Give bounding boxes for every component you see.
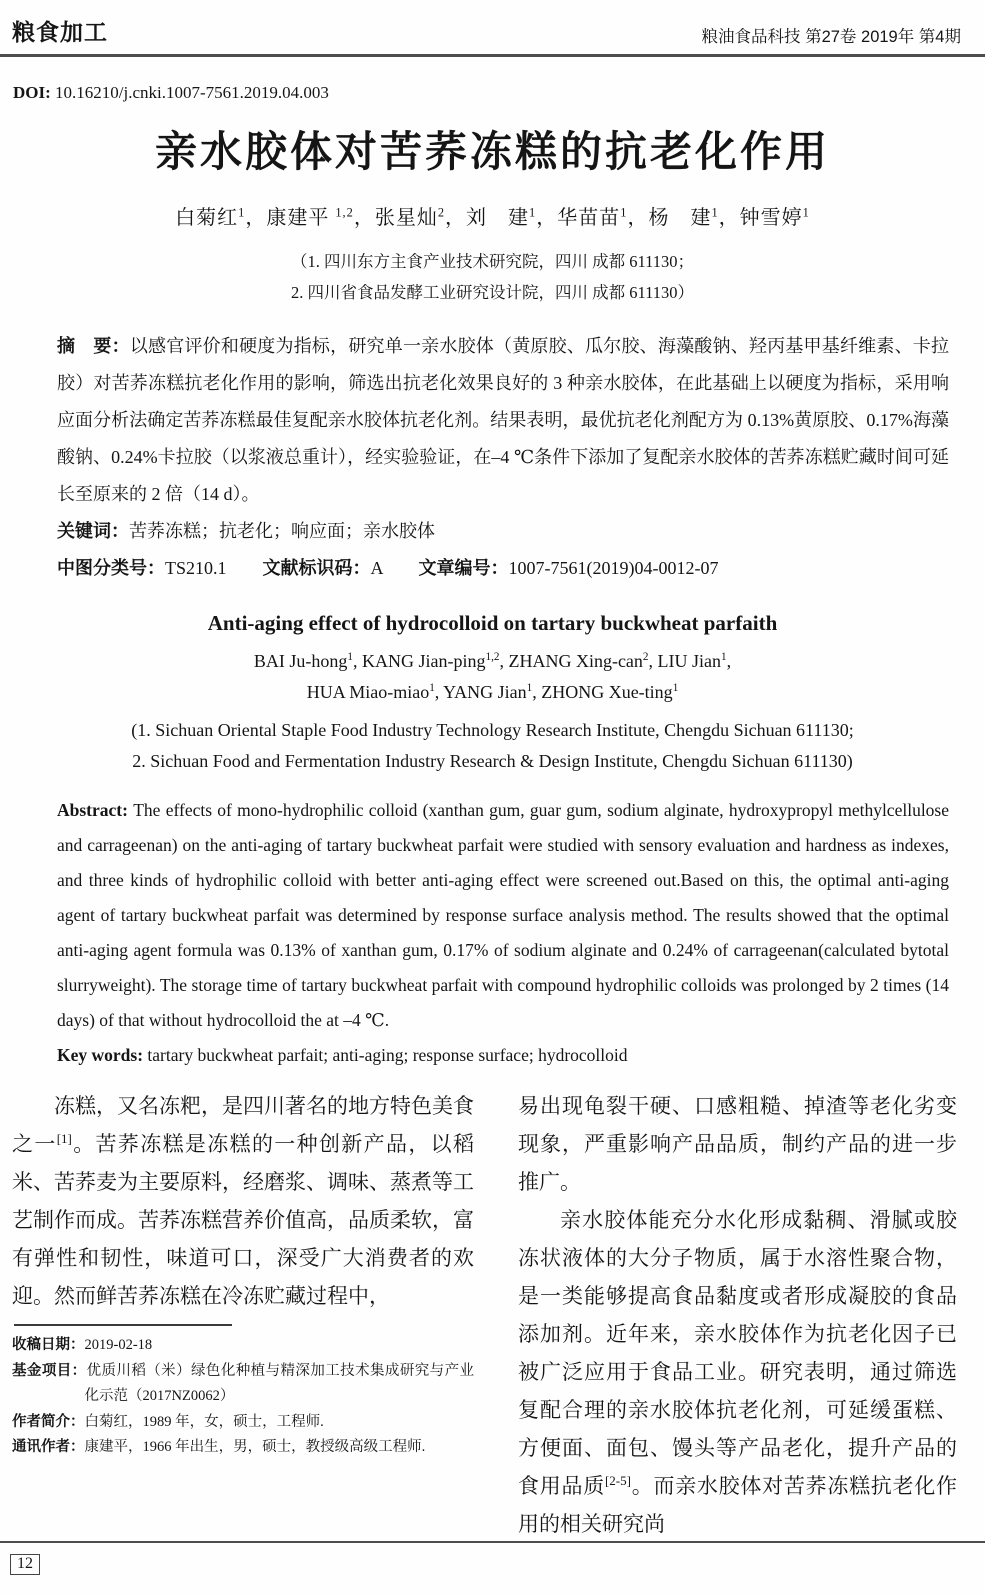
affiliation-en-2: 2. Sichuan Food and Fermentation Industry Research & Design Institute, Chengdu Sichuan 611130) xyxy=(132,751,853,772)
authors-cn: 白菊红$^1$，康建平 $^{1,2}$，张星灿$^2$，刘 建$^1$，华苗苗$^1$，杨 建$^1$，钟雪婷$^1$ xyxy=(175,205,810,230)
footnote-corresponding-author: 通讯作者：康建平，1966 年出生，男，硕士，教授级高级工程师. xyxy=(12,1439,426,1456)
affiliation-en-1: (1. Sichuan Oriental Staple Food Industry Technology Research Institute, Chengdu Sichuan 611130; xyxy=(131,720,854,741)
affiliations-en xyxy=(0,715,985,777)
body-column-left xyxy=(12,1087,474,1543)
footnote-divider xyxy=(14,1324,232,1326)
authors-en-line2: HUA Miao-miao$^1$, YANG Jian$^1$, ZHONG Xue-ting$^1$ xyxy=(306,682,679,703)
journal-volume-issue: 粮油食品科技 第27卷 2019年 第4期 xyxy=(701,28,961,46)
affiliation-cn-2: 2. 四川省食品发酵工业研究设计院，四川 成都 611130） xyxy=(290,283,695,303)
body-paragraph: 亲水胶体能充分水化形成黏稠、滑腻或胶冻状液体的大分子物质，属于水溶性聚合物，是一类能够提高食品黏度或者形成凝胶的食品添加剂。近年来，亲水胶体作为抗老化因子已被广泛应用于食品工业。研究表明，通过筛选复配合理的亲水胶体抗老化剂，可延缓蛋糕、方便面、面包、馒头等产品老化，提升产品的食用品质[2-5]。而亲水胶体对苦荞冻糕抗老化作用的相关研究尚 xyxy=(518,1208,958,1537)
footnote-author-bio: 作者简介：白菊红，1989 年，女，硕士，工程师. xyxy=(12,1413,324,1430)
classification-line: 中图分类号：TS210.1 文献标识码：A 文章编号：1007-7561(2019)04-0012-07 xyxy=(57,558,719,579)
page-number: 12 xyxy=(10,1554,40,1575)
abstract-cn: 摘 要：以感官评价和硬度为指标，研究单一亲水胶体（黄原胶、瓜尔胶、海藻酸钠、羟丙基甲基纤维素、卡拉胶）对苦荞冻糕抗老化作用的影响，筛选出抗老化效果良好的 3 种亲水胶体，在此基础上以硬度为指标，采用响应面分析法确定苦荞冻糕最佳复配亲水胶体抗老化剂。结果表明，最优抗老化剂配方为 0.13%黄原胶、0.17%海藻酸钠、0.24%卡拉胶（以浆液总重计），经实验验证，在–4 ℃条件下添加了复配亲水胶体的苦荞冻糕贮藏时间可延长至原来的 2 倍（14 d）。 xyxy=(57,336,950,505)
authors-en xyxy=(0,646,985,708)
keywords-en: Key words: tartary buckwheat parfait; anti-aging; response surface; hydrocolloid xyxy=(57,1045,628,1066)
doi-line: DOI: 10.16210/j.cnki.1007-7561.2019.04.003 xyxy=(13,83,329,102)
footer-rule xyxy=(0,1541,985,1543)
affiliations-cn xyxy=(0,246,985,308)
section-label: 粮食加工 xyxy=(12,19,108,45)
keywords-cn: 关键词：苦荞冻糕；抗老化；响应面；亲水胶体 xyxy=(57,521,435,542)
article-title-en: Anti-aging effect of hydrocolloid on tartary buckwheat parfaith xyxy=(207,611,778,636)
body-columns xyxy=(12,1087,957,1543)
article-title-cn: 亲水胶体对苦荞冻糕的抗老化作用 xyxy=(154,130,830,176)
authors-en-line1: BAI Ju-hong$^1$, KANG Jian-ping$^{1,2}$, ZHANG Xing-can$^2$, LIU Jian$^1$, xyxy=(253,651,732,672)
affiliation-cn-1: （1. 四川东方主食产业技术研究院，四川 成都 611130； xyxy=(290,252,695,272)
body-paragraph: 冻糕，又名冻粑，是四川著名的地方特色美食之一[1]。苦荞冻糕是冻糕的一种创新产品，以稻米、苦荞麦为主要原料，经磨浆、调味、蒸煮等工艺制作而成。苦荞冻糕营养价值高，品质柔软，富有弹性和韧性，味道可口，深受广大消费者的欢迎。然而鲜苦荞冻糕在冷冻贮藏过程中， xyxy=(12,1094,475,1309)
abstract-en: Abstract: The effects of mono-hydrophilic colloid (xanthan gum, guar gum, sodium alginate, hydroxypropyl methylcellulose and carrageenan) on the anti-aging of tartary buckwheat parfait were studied with sensory evaluation and hardness as indexes, and three kinds of hydrophilic colloid with better anti-aging effect were screened out.Based on this, the optimal anti-aging agent of tartary buckwheat parfait was determined by response surface analysis method. The results showed that the optimal anti-aging agent formula was 0.13% of xanthan gum, 0.17% of sodium alginate and 0.24% of carrageenan(calculated bytotal slurryweight). The storage time of tartary buckwheat parfait with compound hydrophilic colloids was prolonged by 2 times (14 days) of that without hydrocolloid the at –4 ℃. xyxy=(57,800,950,1031)
running-head xyxy=(0,0,985,57)
body-paragraph: 易出现龟裂干硬、口感粗糙、掉渣等老化劣变现象，严重影响产品品质，制约产品的进一步推广。 xyxy=(518,1094,957,1195)
body-column-right xyxy=(518,1087,957,1543)
footnote-block xyxy=(12,1324,474,1461)
footnote-received-date: 收稿日期：2019-02-18 xyxy=(12,1337,153,1354)
footnote-fund-project: 基金项目：优质川稻（米）绿色化种植与精深加工技术集成研究与产业化示范（2017NZ0062） xyxy=(12,1362,475,1405)
